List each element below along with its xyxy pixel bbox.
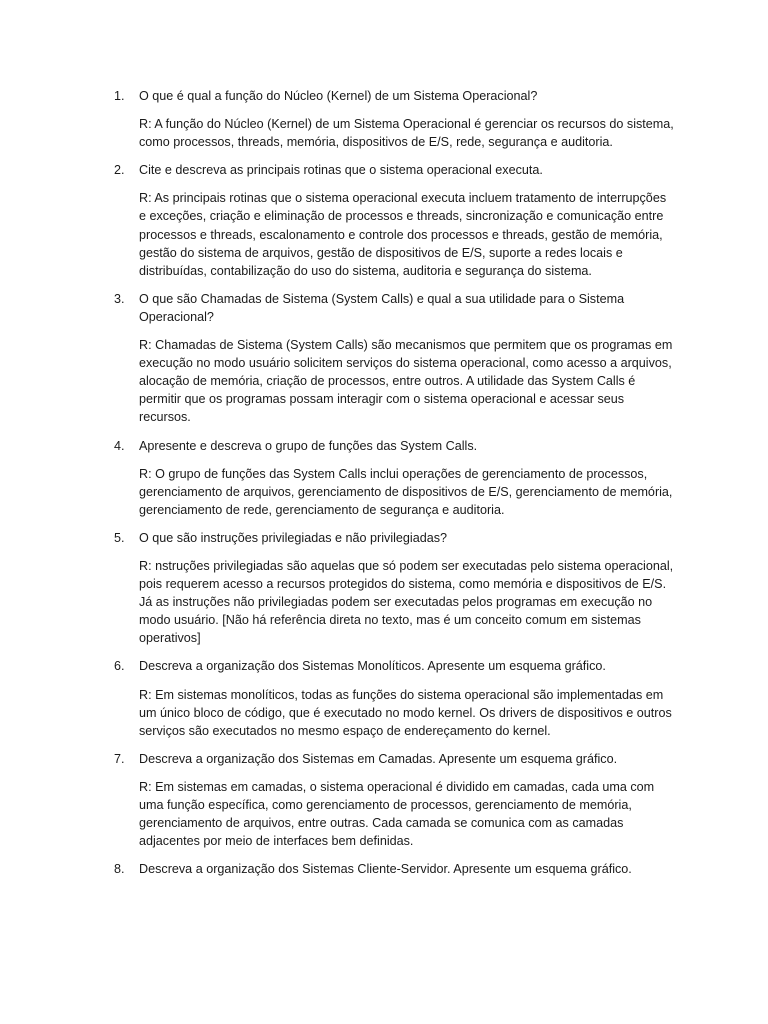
question-text: Descreva a organização dos Sistemas Monolíticos. Apresente um esquema gráfico. xyxy=(139,659,606,674)
item-number: 4. xyxy=(114,438,125,453)
question-text: O que são instruções privilegiadas e não privilegiadas? xyxy=(139,530,448,545)
list-item xyxy=(114,290,674,427)
list-item xyxy=(114,750,674,850)
question-text: O que é qual a função do Núcleo (Kernel) de um Sistema Operacional? xyxy=(139,89,538,103)
item-number: 6. xyxy=(114,659,125,674)
list-item xyxy=(114,529,674,648)
item-number: 2. xyxy=(114,163,125,178)
answer-text: R: nstruções privilegiadas são aquelas que só podem ser executadas pelo sistema operacional, pois requerem acesso a recursos protegidos do sistema, como memória e dispositivos de E/S. Já as instruções não privilegiadas podem ser executadas pelos programas em execução no modo usuário. [Não há referência direta no texto, mas é um conceito comum em sistemas operativos] xyxy=(139,558,674,646)
item-number: 5. xyxy=(114,530,125,545)
question-list xyxy=(114,87,674,888)
item-number: 3. xyxy=(114,291,125,306)
question-text: Descreva a organização dos Sistemas Cliente-Servidor. Apresente um esquema gráfico. xyxy=(139,862,632,877)
question-text: O que são Chamadas de Sistema (System Calls) e qual a sua utilidade para o Sistema Operacional? xyxy=(139,291,625,324)
answer-text: R: O grupo de funções das System Calls inclui operações de gerenciamento de processos, gerenciamento de arquivos, gerenciamento de dispositivos de E/S, gerenciamento de memória, gerenciamento de rede, gerenciamento de segurança e auditoria. xyxy=(139,466,673,517)
list-item xyxy=(114,860,674,878)
answer-text: R: As principais rotinas que o sistema operacional executa incluem tratamento de interrupções e exceções, criação e eliminação de processos e threads, sincronização e comunicação entre processos e threads, escalonamento e controle dos processos e threads, gestão de memória, gestão do sistema de arquivos, gestão de dispositivos de E/S, suporte a redes locais e distribuídas, contabilização do uso do sistema, auditoria e segurança do sistema. xyxy=(139,191,667,278)
answer-text: R: Em sistemas em camadas, o sistema operacional é dividido em camadas, cada uma com uma função específica, como gerenciamento de processos, gerenciamento de memória, gerenciamento de arquivos, entre outras. Cada camada se comunica com as camadas adjacentes por meio de interfaces bem definidas. xyxy=(139,779,655,849)
list-item xyxy=(114,437,674,519)
list-item xyxy=(114,87,674,151)
answer-text: R: Em sistemas monolíticos, todas as funções do sistema operacional são implementadas em um único bloco de código, que é executado no modo kernel. Os drivers de dispositivos e outros serviços são executados no mesmo espaço de endereçamento do kernel. xyxy=(139,687,672,738)
item-number: 1. xyxy=(114,89,125,103)
answer-text: R: Chamadas de Sistema (System Calls) são mecanismos que permitem que os programas em execução no modo usuário solicitem serviços do sistema operacional, como acesso a arquivos, alocação de memória, criação de processos, entre outros. A utilidade das System Calls é permitir que os programas possam interagir com o sistema operacional e acessar seus recursos. xyxy=(139,338,673,425)
list-item xyxy=(114,161,674,280)
question-text: Cite e descreva as principais rotinas que o sistema operacional executa. xyxy=(139,163,543,178)
answer-text: R: A função do Núcleo (Kernel) de um Sistema Operacional é gerenciar os recursos do sistema, como processos, threads, memória, dispositivos de E/S, rede, segurança e auditoria. xyxy=(139,117,674,150)
item-number: 8. xyxy=(114,862,125,877)
item-number: 7. xyxy=(114,751,125,766)
list-item xyxy=(114,657,674,739)
question-text: Apresente e descreva o grupo de funções das System Calls. xyxy=(139,438,478,453)
question-text: Descreva a organização dos Sistemas em Camadas. Apresente um esquema gráfico. xyxy=(139,751,618,766)
